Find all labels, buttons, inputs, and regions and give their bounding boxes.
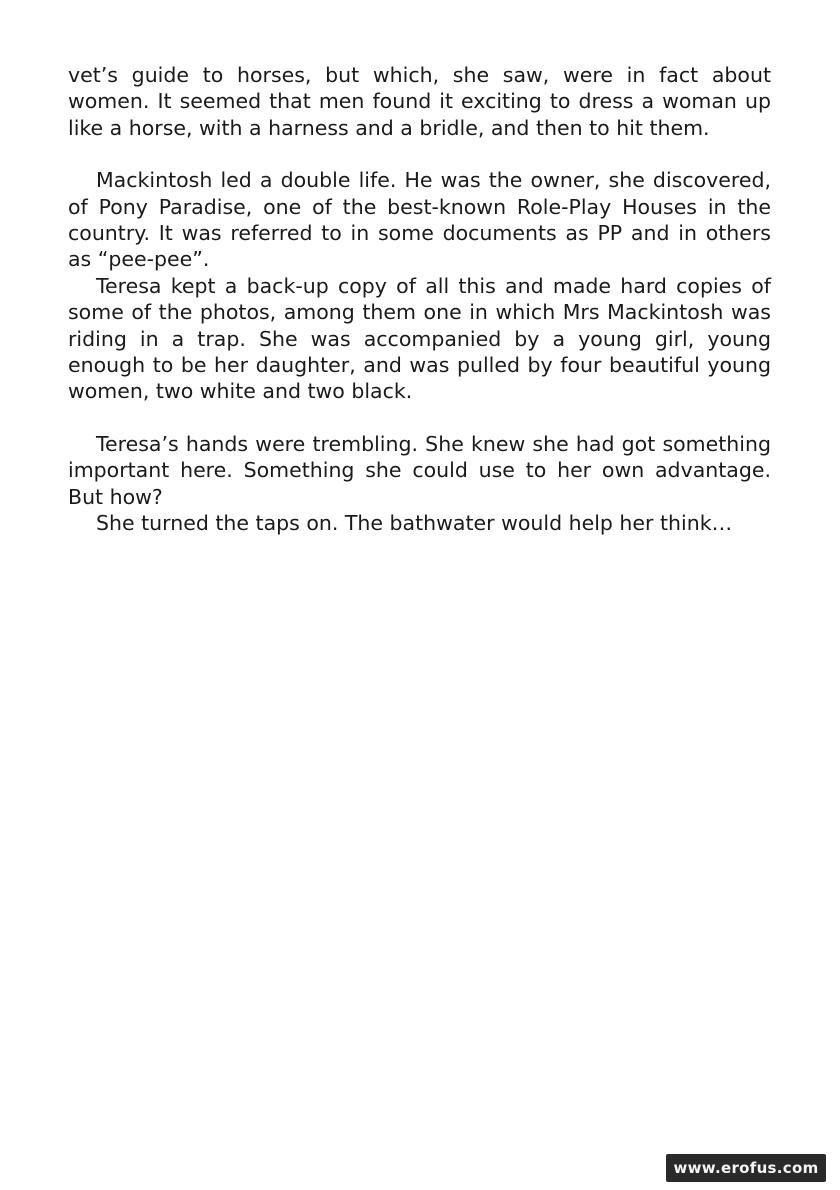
paragraph-double-life: Mackintosh led a double life. He was the owner, she discovered, of Pony Paradise, one of the best-known Role-Play Houses in the country. It was referred to in some documents as PP and in others as “pee-pee”. [68,168,771,272]
paragraph-bathwater: She turned the taps on. The bathwater would help her think… [96,511,733,536]
page-body [68,62,771,537]
watermark: www.erofus.com [666,1154,826,1182]
paragraph-trembling: Teresa’s hands were trembling. She knew she had got something important here. Something she could use to her own advantage. But how? [68,431,771,509]
paragraph-continued: vet’s guide to horses, but which, she saw, were in fact about women. It seemed that men found it exciting to dress a woman up like a horse, with a harness and a bridle, and then to hit them. [68,63,771,140]
paragraph-backup-copy: Teresa kept a back-up copy of all this and made hard copies of some of the photos, among them one in which Mrs Mackintosh was riding in a trap. She was accompanied by a young girl, young enough to be her daughter, and was pulled by four beautiful young women, two white and two black. [68,273,771,404]
